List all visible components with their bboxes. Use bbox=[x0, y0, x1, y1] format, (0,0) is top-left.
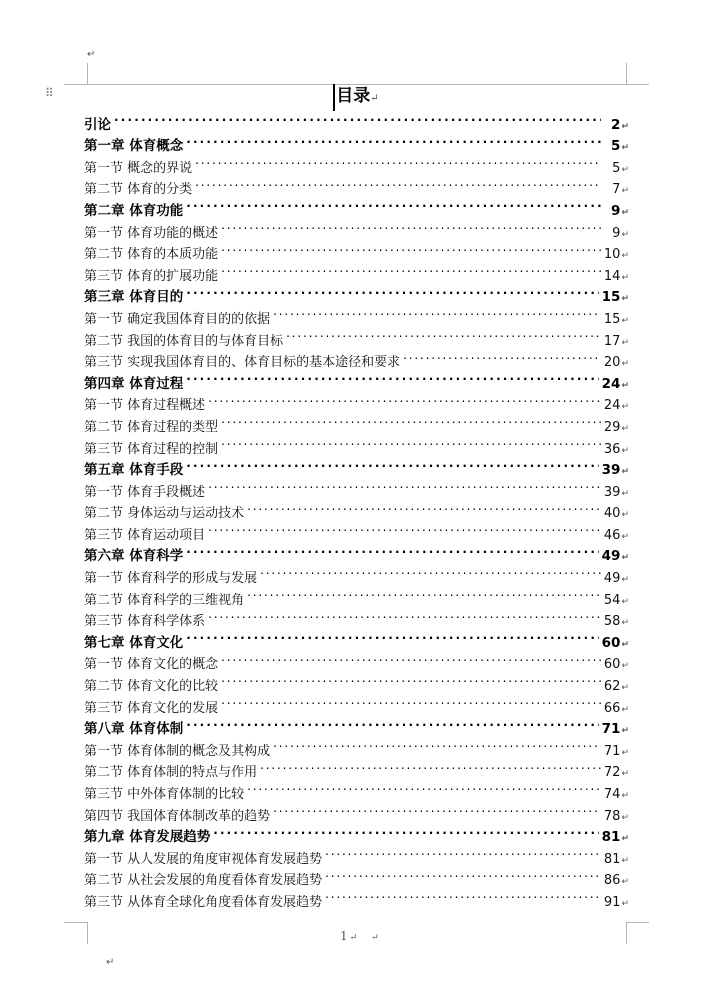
paragraph-mark: ↵ bbox=[621, 186, 629, 197]
toc-entry-label: 第四节 我国体育体制改革的趋势 bbox=[84, 808, 271, 824]
toc-entry-label: 第一节 概念的界说 bbox=[84, 160, 193, 176]
toc-page-number: 9 bbox=[611, 202, 621, 219]
toc-dot-leader bbox=[208, 388, 601, 410]
toc-entry-label: 第二节 体育的本质功能 bbox=[84, 247, 219, 263]
toc-dot-leader bbox=[221, 647, 601, 669]
paragraph-mark: ↵ bbox=[621, 207, 629, 218]
toc-dot-leader bbox=[186, 539, 598, 561]
toc-page-number: 49 bbox=[603, 571, 621, 587]
paragraph-mark: ↵ bbox=[621, 683, 629, 694]
toc-dot-leader bbox=[247, 496, 601, 518]
toc-entry-label: 第二节 从社会发展的角度看体育发展趋势 bbox=[84, 873, 323, 889]
toc-page-number: 5 bbox=[611, 138, 621, 155]
header-paragraph-mark: ↵ bbox=[87, 49, 96, 60]
toc-page-number: 71 bbox=[603, 743, 621, 759]
toc-dot-leader bbox=[221, 431, 601, 453]
toc-page-number: 17 bbox=[603, 333, 621, 349]
toc-dot-leader bbox=[221, 237, 601, 259]
paragraph-mark: ↵ bbox=[621, 272, 629, 283]
toc-entry-label: 第一节 确定我国体育目的的依据 bbox=[84, 311, 271, 327]
paragraph-mark: ↵ bbox=[621, 618, 629, 629]
paragraph-mark: ↵ bbox=[621, 877, 629, 888]
toc-dot-leader bbox=[186, 366, 598, 388]
paragraph-mark: ↵ bbox=[621, 812, 629, 823]
toc-entry-label: 第一节 体育文化的概念 bbox=[84, 657, 219, 673]
toc-page-number: 60 bbox=[603, 657, 621, 673]
toc-page-number: 46 bbox=[603, 527, 621, 543]
table-of-contents bbox=[84, 107, 629, 910]
toc-page-number: 62 bbox=[603, 679, 621, 695]
toc-page-number: 14 bbox=[603, 268, 621, 284]
toc-entry-label: 第三章 体育目的 bbox=[84, 289, 184, 306]
toc-entry-label: 第三节 体育运动项目 bbox=[84, 527, 206, 543]
toc-page-number: 91 bbox=[603, 894, 621, 910]
paragraph-mark: ↵ bbox=[621, 575, 629, 586]
paragraph-mark: ↵ bbox=[621, 467, 629, 478]
toc-dot-leader bbox=[208, 604, 601, 626]
toc-dot-leader bbox=[186, 129, 601, 151]
toc-entry-label: 第三节 中外体育体制的比较 bbox=[84, 787, 245, 802]
toc-entry-label: 第二节 身体运动与运动技术 bbox=[84, 506, 245, 522]
paragraph-mark: ↵ bbox=[621, 661, 629, 672]
toc-page-number: 9 bbox=[612, 225, 621, 241]
paragraph-mark: ↵ bbox=[621, 229, 629, 240]
toc-dot-leader bbox=[403, 345, 601, 367]
toc-page-number: 72 bbox=[603, 765, 621, 781]
toc-page-number: 36 bbox=[603, 441, 621, 457]
paragraph-mark: ↵ bbox=[621, 704, 629, 715]
paragraph-mark: ↵ bbox=[621, 791, 629, 801]
toc-entry-label: 第三节 体育的扩展功能 bbox=[84, 268, 219, 284]
toc-entry-label: 第二节 体育文化的比较 bbox=[84, 679, 219, 695]
toc-entry-label: 第四章 体育过程 bbox=[84, 375, 184, 392]
toc-dot-leader bbox=[221, 668, 601, 690]
toc-dot-leader bbox=[186, 280, 598, 302]
toc-dot-leader bbox=[186, 453, 598, 475]
paragraph-mark: ↵ bbox=[621, 337, 629, 348]
paragraph-mark: ↵ bbox=[621, 531, 629, 542]
toc-entry-label: 第一节 从人发展的角度审视体育发展趋势 bbox=[84, 851, 323, 867]
toc-page-number: 54 bbox=[603, 592, 621, 608]
toc-dot-leader bbox=[186, 193, 601, 215]
toc-title[interactable]: 目录↵ bbox=[333, 84, 378, 111]
end-paragraph-mark: ↵ bbox=[106, 957, 115, 968]
toc-dot-leader bbox=[273, 798, 601, 820]
toc-entry-label: 第一节 体育体制的概念及其构成 bbox=[84, 743, 271, 759]
toc-entry-label: 第二节 我国的体育目的与体育目标 bbox=[84, 333, 284, 349]
toc-dot-leader bbox=[247, 582, 601, 604]
toc-dot-leader bbox=[186, 712, 598, 734]
toc-page-number: 66 bbox=[603, 700, 621, 716]
paragraph-mark: ↵ bbox=[621, 769, 629, 780]
toc-entry-label: 第一节 体育手段概述 bbox=[84, 484, 206, 500]
toc-dot-leader bbox=[260, 560, 601, 582]
toc-page-number: 15 bbox=[601, 289, 621, 306]
toc-page-number: 81 bbox=[601, 829, 621, 846]
toc-page-number: 20 bbox=[603, 355, 621, 371]
toc-entry-label: 第三节 从体育全球化角度看体育发展趋势 bbox=[84, 894, 323, 910]
paragraph-mark: ↵ bbox=[621, 380, 629, 391]
paragraph-mark: ↵ bbox=[621, 315, 629, 326]
toc-dot-leader bbox=[325, 863, 601, 885]
crop-mark-bottom-left-vertical bbox=[87, 922, 88, 944]
toc-page-number: 49 bbox=[601, 548, 621, 565]
toc-page-number: 58 bbox=[603, 614, 621, 630]
toc-entry-label: 第二节 体育的分类 bbox=[84, 182, 193, 198]
toc-page-number: 39 bbox=[603, 484, 621, 500]
toc-entry-label: 第六章 体育科学 bbox=[84, 548, 184, 565]
toc-dot-leader bbox=[325, 884, 601, 906]
toc-page-number: 15 bbox=[603, 311, 621, 327]
toc-dot-leader bbox=[260, 755, 601, 777]
toc-entry-label: 第七章 体育文化 bbox=[84, 634, 184, 651]
toc-entry-label: 第一节 体育功能的概述 bbox=[84, 225, 219, 241]
toc-dot-leader bbox=[221, 258, 601, 280]
toc-dot-leader bbox=[195, 172, 601, 194]
toc-page-number: 39 bbox=[601, 462, 621, 479]
toc-entry-label: 第一节 体育科学的形成与发展 bbox=[84, 571, 258, 587]
toc-dot-leader bbox=[221, 215, 601, 237]
crop-mark-top-right-vertical bbox=[626, 63, 627, 85]
toc-entry-label: 第九章 体育发展趋势 bbox=[84, 829, 211, 846]
toc-dot-leader bbox=[208, 474, 601, 496]
toc-page-number: 7 bbox=[612, 182, 621, 198]
paragraph-mark: ↵ bbox=[621, 359, 629, 370]
toc-chapter-entry[interactable] bbox=[84, 129, 629, 155]
toc-entry-label: 第一节 体育过程概述 bbox=[84, 398, 206, 414]
toc-page-number: 2 bbox=[611, 116, 621, 133]
paragraph-mark: ↵ bbox=[621, 510, 629, 521]
toc-page-number: 60 bbox=[601, 634, 621, 651]
toc-page-number: 71 bbox=[601, 721, 621, 738]
paragraph-mark: ↵ bbox=[621, 251, 629, 262]
crop-mark-bottom-right-vertical bbox=[626, 922, 627, 944]
toc-entry-label: 第二节 体育体制的特点与作用 bbox=[84, 765, 258, 781]
paragraph-mark: ↵ bbox=[621, 596, 629, 607]
toc-entry-label: 第二节 体育过程的类型 bbox=[84, 419, 219, 435]
paragraph-mark: ↵ bbox=[621, 855, 629, 866]
toc-page-number: 81 bbox=[603, 851, 621, 867]
toc-page-number: 78 bbox=[603, 808, 621, 824]
paragraph-mark: ↵ bbox=[621, 143, 629, 154]
crop-mark-top-left-vertical bbox=[87, 63, 88, 85]
toc-entry-label: 第五章 体育手段 bbox=[84, 462, 184, 479]
paragraph-mark: ↵ bbox=[621, 553, 629, 564]
paragraph-mark: ↵ bbox=[621, 423, 629, 434]
paragraph-mark: ↵ bbox=[621, 402, 629, 413]
toc-dot-leader bbox=[273, 301, 601, 323]
page-number: 1 bbox=[340, 929, 348, 943]
paragraph-mark: ↵ bbox=[621, 294, 629, 305]
toc-page-number: 10 bbox=[603, 247, 621, 263]
toc-entry-label: 引论 bbox=[84, 116, 111, 133]
toc-entry-label: 第三节 体育文化的发展 bbox=[84, 700, 219, 716]
paragraph-mark: ↵ bbox=[621, 726, 629, 737]
table-move-handle-icon[interactable]: ⠿ bbox=[45, 86, 53, 100]
footer-paragraph-mark: ↵ bbox=[349, 933, 358, 943]
toc-page-number: 29 bbox=[603, 419, 621, 435]
page-footer bbox=[340, 929, 379, 943]
toc-page-number: 24 bbox=[601, 375, 621, 392]
toc-entry-label: 第三节 实现我国体育目的、体育目标的基本途径和要求 bbox=[84, 355, 401, 371]
toc-page-number: 5 bbox=[612, 160, 621, 176]
toc-dot-leader bbox=[221, 690, 601, 712]
crop-mark-bottom-right bbox=[626, 922, 649, 923]
toc-chapter-entry[interactable] bbox=[84, 107, 629, 133]
toc-dot-leader bbox=[195, 150, 601, 172]
toc-entry-label: 第三节 体育过程的控制 bbox=[84, 441, 219, 457]
paragraph-mark: ↵ bbox=[621, 834, 629, 845]
paragraph-mark: ↵ bbox=[621, 898, 629, 909]
toc-dot-leader bbox=[247, 776, 601, 798]
toc-entry-label: 第三节 体育科学体系 bbox=[84, 614, 206, 630]
toc-entry-label: 第一章 体育概念 bbox=[84, 138, 184, 155]
paragraph-mark: ↵ bbox=[621, 164, 629, 175]
toc-dot-leader bbox=[221, 409, 601, 431]
toc-page-number: 40 bbox=[603, 506, 621, 522]
toc-entry-label: 第二章 体育功能 bbox=[84, 202, 184, 219]
toc-dot-leader bbox=[186, 625, 598, 647]
toc-dot-leader bbox=[286, 323, 601, 345]
toc-dot-leader bbox=[325, 841, 601, 863]
toc-dot-leader bbox=[213, 820, 598, 842]
toc-entry-label: 第八章 体育体制 bbox=[84, 721, 184, 738]
toc-page-number: 86 bbox=[603, 873, 621, 889]
toc-entry-label: 第二节 体育科学的三维视角 bbox=[84, 592, 245, 608]
paragraph-mark: ↵ bbox=[621, 445, 629, 456]
paragraph-mark: ↵ bbox=[621, 747, 629, 758]
toc-dot-leader bbox=[208, 517, 601, 539]
toc-dot-leader bbox=[114, 107, 601, 129]
paragraph-mark: ↵ bbox=[621, 488, 629, 499]
toc-page-number: 74 bbox=[603, 787, 621, 802]
crop-mark-bottom-left bbox=[64, 922, 87, 923]
toc-dot-leader bbox=[273, 733, 601, 755]
toc-page-number: 24 bbox=[603, 398, 621, 414]
footer-paragraph-mark-2: ↵ bbox=[371, 933, 379, 943]
paragraph-mark: ↵ bbox=[621, 121, 629, 132]
paragraph-mark: ↵ bbox=[621, 639, 629, 650]
